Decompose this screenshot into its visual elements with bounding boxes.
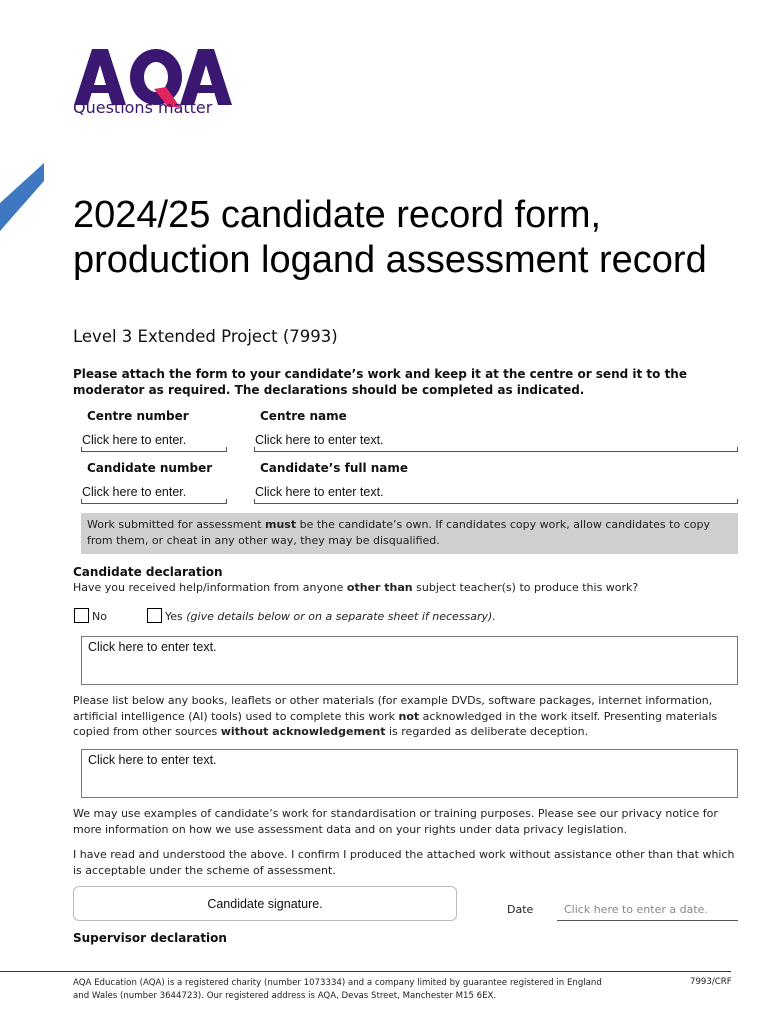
no-checkbox[interactable] — [74, 608, 89, 623]
plagiarism-warning: Work submitted for assessment must be the candidate’s own. If candidates copy work, allow candidates to copy from them, or cheat in any other way, they may be disqualified. — [81, 513, 738, 554]
help-details-textbox[interactable]: Click here to enter text. — [81, 636, 738, 685]
date-label: Date — [507, 903, 534, 916]
footer-form-code: 7993/CRF — [690, 977, 732, 987]
candidate-signature-field[interactable]: Candidate signature. — [73, 886, 457, 921]
logo-tagline: Questions matter — [73, 98, 213, 117]
candidate-name-field[interactable]: Click here to enter text. — [254, 482, 738, 504]
centre-name-field[interactable]: Click here to enter text. — [254, 430, 738, 452]
centre-number-field[interactable]: Click here to enter. — [81, 430, 227, 452]
materials-details-textbox[interactable]: Click here to enter text. — [81, 749, 738, 798]
centre-number-label: Centre number — [87, 409, 189, 423]
date-picker-field[interactable]: Click here to enter a date. — [557, 900, 738, 921]
candidate-declaration-heading: Candidate declaration — [73, 565, 223, 579]
privacy-notice-text: We may use examples of candidate’s work for standardisation or training purposes. Please see our privacy notice for more information on how we use assessment data and on your rights under data privacy legislation. — [73, 807, 718, 836]
help-question: Have you received help/information from anyone other than subject teacher(s) to produce this work? — [73, 581, 639, 594]
candidate-number-label: Candidate number — [87, 461, 213, 475]
intro-instructions: Please attach the form to your candidate’s work and keep it at the centre or send it to the moderator as required. The declarations should be completed as indicated. — [73, 367, 687, 397]
centre-name-label: Centre name — [260, 409, 347, 423]
confirmation-text: I have read and understood the above. I confirm I produced the attached work without assistance other than that which is acceptable under the scheme of assessment. — [73, 848, 735, 877]
yes-label: Yes (give details below or on a separate sheet if necessary). — [165, 610, 496, 623]
no-label: No — [92, 610, 107, 623]
candidate-name-label: Candidate’s full name — [260, 461, 409, 475]
candidate-number-field[interactable]: Click here to enter. — [81, 482, 227, 504]
page-subtitle: Level 3 Extended Project (7993) — [73, 327, 338, 346]
yes-checkbox[interactable] — [147, 608, 162, 623]
footer-divider — [0, 971, 731, 972]
materials-instructions: Please list below any books, leaflets or other materials (for example DVDs, software packages, internet information, artificial intelligence (AI) tools) used to complete this work not acknowledged in the work itself. Presenting materials copied from other sources without acknowledgement is regarded as deliberate deception. — [73, 694, 718, 738]
supervisor-declaration-heading: Supervisor declaration — [73, 931, 227, 945]
page-title: 2024/25 candidate record form, production logand assessment record — [73, 194, 707, 281]
footer-legal-text: AQA Education (AQA) is a registered charity (number 1073334) and a company limited by guarantee registered in England and Wales (number 3644723). Our registered address is AQA, Devas Street, Manchester M15 6EX. — [73, 978, 602, 1001]
corner-accent-shape — [0, 163, 46, 233]
